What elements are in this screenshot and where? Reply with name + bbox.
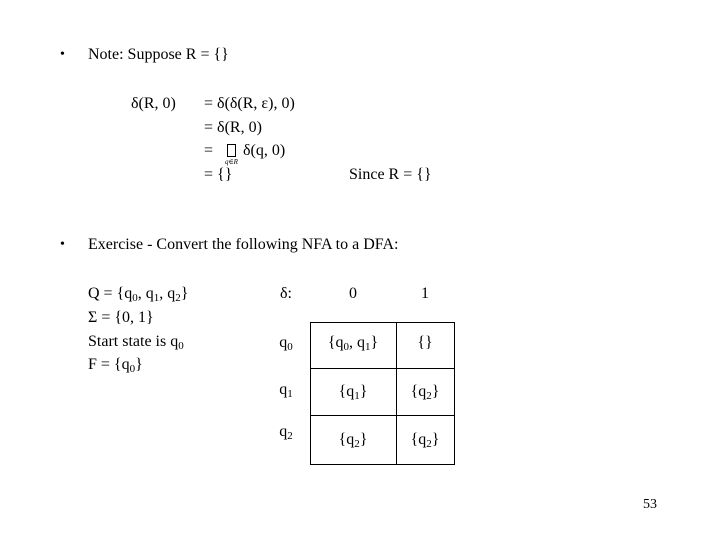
grid-right (454, 322, 455, 465)
table-cell: $\{q_2\}$ (410, 383, 440, 402)
def-final-states: $F = \{q_0\}$ (88, 356, 143, 375)
since-note: Since R = {} (349, 166, 432, 183)
table-col-1: 1 (421, 285, 429, 302)
table-cell: {$q_0$, $q_1$} (327, 334, 379, 353)
derivation-step-3-eq: = (204, 142, 214, 159)
grid-mid-2 (310, 415, 454, 416)
table-col-0: 0 (349, 285, 357, 302)
derivation-step-4: = {} (204, 166, 233, 183)
page-number: 53 (643, 497, 657, 512)
grid-bottom (310, 464, 454, 465)
row-state: $q_0$ (279, 334, 293, 353)
table-cell: {} (417, 334, 433, 351)
derivation-step-3-term: δ(q, 0) (243, 142, 286, 159)
derivation-lhs: δ(R, 0) (131, 95, 176, 112)
grid-top (310, 322, 454, 323)
def-states: $Q = \{q_0$, $q_1$, $q_2$} (88, 285, 189, 304)
def-start-state: Start state is $q_0$ (88, 333, 184, 352)
union-icon (227, 144, 236, 158)
table-corner: δ: (280, 285, 292, 302)
exercise-heading: Exercise - Convert the following NFA to a DFA: (88, 236, 399, 253)
union-subscript: q∈R (225, 158, 238, 166)
def-alphabet: Σ = {0, 1} (88, 309, 154, 326)
note-bullet: • (60, 47, 65, 62)
derivation-step-2: = δ(R, 0) (204, 119, 262, 136)
table-cell: $\{q_2\}$ (338, 431, 368, 450)
row-state: $q_1$ (279, 381, 293, 400)
note-heading: Note: Suppose R = {} (88, 46, 229, 63)
derivation-step-1: = δ(δ(R, ε), 0) (204, 95, 295, 112)
table-cell: $\{q_1\}$ (338, 383, 368, 402)
exercise-bullet: • (60, 237, 65, 252)
grid-mid-1 (310, 368, 454, 369)
table-cell: $\{q_2\}$ (410, 431, 440, 450)
row-state: $q_2$ (279, 423, 293, 442)
